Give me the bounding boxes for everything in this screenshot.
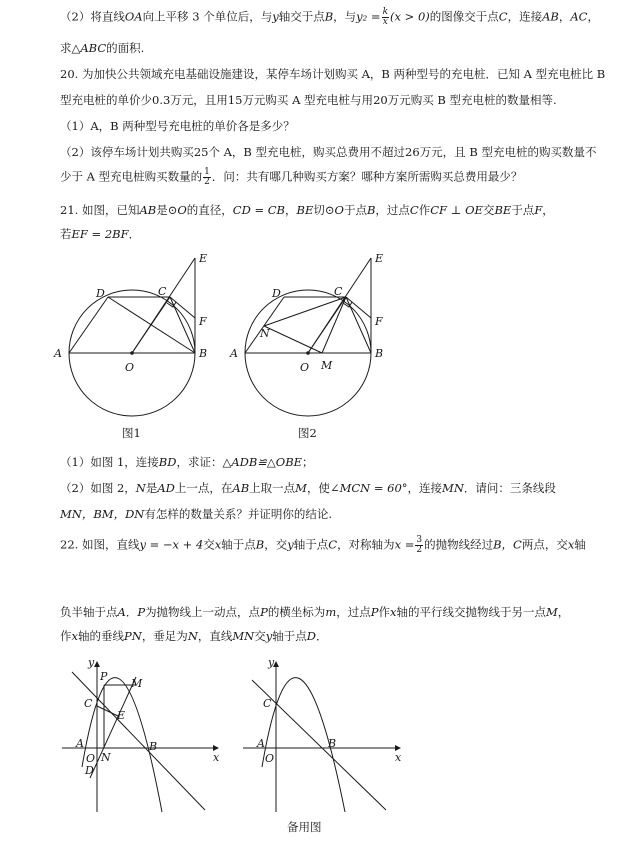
fig2-label-d: D (272, 287, 281, 300)
fig2-label-n: N (260, 327, 270, 340)
fig1-label-c: C (158, 285, 167, 298)
fig4-label-y: y (268, 656, 275, 669)
fraction-three-halves: $\frac{3}{2}$ (416, 535, 423, 555)
fig4-label-o: O (265, 752, 275, 765)
q20-part2-line2: 少于 A 型充电桩购买数量的 $\frac{1}{2}$ ．问：共有哪几种购买方案？哪种方案所需购买总费用最少？ (60, 167, 523, 187)
q22-line3: 作x轴的垂线PN，垂足为N，直线MN交y轴于点D． (60, 629, 328, 643)
fig2-label-b: B (375, 347, 384, 360)
fig4-label-a: A (257, 737, 265, 750)
fig3-label-e: E (117, 709, 126, 722)
q20-part2-line1: （2）该停车场计划共购买25个 A，B 型充电桩，购买总费用不超过26万元，且 B 型充电桩的购买数量不 (60, 145, 597, 159)
spare-figure-caption: 备用图 (287, 820, 322, 834)
fig2-label-o: O (300, 361, 310, 374)
fig2-label-e: E (375, 252, 384, 265)
q21-part2-line1: （2）如图 2，N是AD上一点，在AB上取一点M，使∠MCN = 60°，连接MN．请问：三条线段 (60, 481, 556, 495)
fig3-label-y: y (88, 656, 95, 669)
fig1-label-b: B (199, 347, 208, 360)
q21-part2-line2: MN，BM，DN有怎样的数量关系？并证明你的结论. (60, 507, 333, 521)
q20-line2: 型充电桩的单价少0.3万元，且用15万元购买 A 型充电桩与用20万元购买 B 型充电桩的数量相等. (60, 93, 557, 107)
fig1-label-d: D (96, 287, 105, 300)
fig2-caption: 图2 (298, 426, 317, 440)
q19-part2-line2: 求△ABC的面积. (60, 41, 145, 55)
q20-line1: 20. 为加快公共领域充电基础设施建设，某停车场计划购买 A，B 两种型号的充电桩．已知 A 型充电桩比 B (60, 67, 606, 81)
fig4-line-bc (252, 680, 386, 810)
q21-part1: （1）如图 1，连接BD，求证：△ADB≌△OBE； (60, 455, 314, 469)
fig1-label-o: O (125, 361, 135, 374)
fig3-label-p: P (100, 670, 108, 683)
fig1-caption: 图1 (122, 426, 141, 440)
fraction-k-over-x: $\frac{k}{x}$ (382, 7, 389, 27)
q22-line2: 负半轴于点A．P为抛物线上一动点，点P的横坐标为m，过点P作x轴的平行线交抛物线于另一点M， (60, 605, 570, 619)
fig2-label-c: C (334, 285, 343, 298)
fig4-label-b: B (328, 737, 337, 750)
q20-part1: （1）A，B 两种型号充电桩的单价各是多少？ (60, 119, 295, 133)
q21-line2: 若EF = 2BF． (60, 227, 141, 241)
q21-line1: 21. 如图，已知AB是⊙O的直径，CD = CB，BE切⊙O于点B，过点C作CF ⊥ OE交BE于点F， (60, 203, 554, 217)
q22-line1: 22. 如图，直线y = −x + 4交x轴于点B，交y轴于点C，对称轴为x = $\frac{3}{2}$ 的抛物线经过B，C两点，交x轴 (60, 535, 586, 555)
fig2-label-a: A (230, 347, 238, 360)
fraction-one-half: $\frac{1}{2}$ (204, 167, 210, 187)
fig3-label-m: M (131, 677, 143, 690)
fig2-label-f: F (375, 315, 383, 328)
fig3-label-d: D (85, 764, 94, 777)
q19-part2-line1: （2）将直线OA向上平移 3 个单位后，与y轴交于点B，与y₂ = $\frac{k}{x}$ (x > 0)的图像交于点C，连接AB，AC， (60, 7, 599, 27)
fig3-label-c: C (84, 697, 93, 710)
fig1-label-e: E (199, 252, 208, 265)
fig3-label-b: B (149, 740, 158, 753)
fig3-label-a: A (76, 737, 84, 750)
fig1-label-a: A (54, 347, 62, 360)
fig4-label-c: C (263, 697, 272, 710)
fig3-label-x: x (213, 751, 220, 764)
fig3-label-o: O (86, 752, 96, 765)
fig1-label-f: F (199, 315, 207, 328)
fig3-label-n: N (101, 751, 111, 764)
fig4-label-x: x (395, 751, 402, 764)
fig2-label-m: M (321, 359, 333, 372)
